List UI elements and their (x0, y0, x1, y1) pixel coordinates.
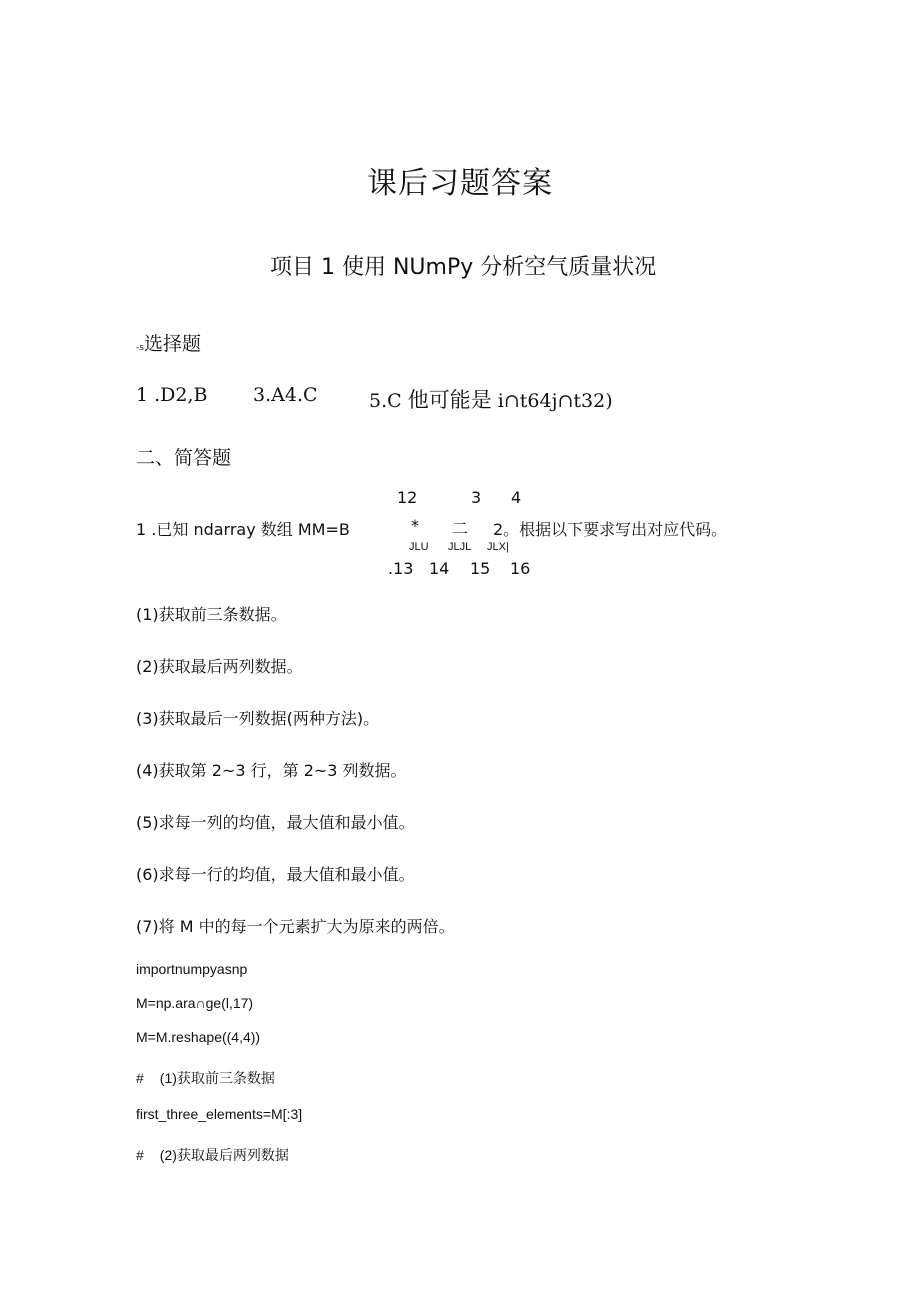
answer-group-1: 1 .D2,B (136, 384, 208, 406)
code-line-reshape: M=M.reshape((4,4)) (136, 1029, 261, 1045)
section-choice-label: 选择题 (143, 333, 201, 355)
code-line-import: importnumpyasnp (136, 961, 248, 977)
answer-group-2: 3.A4.C (253, 384, 318, 406)
section-choice (136, 329, 201, 356)
subquestion-7: (7)将 M 中的每一个元素扩大为原来的两倍。 (136, 917, 455, 936)
page-title: 课后习题答案 (367, 166, 553, 201)
garbled-2: JLJL (448, 541, 472, 553)
answer-group-3-prefix: 5.C (369, 390, 402, 412)
comment-1-text: (1)获取前三条数据 (159, 1070, 275, 1086)
question-1-suffix: 2。根据以下要求写出对应代码。 (493, 520, 728, 539)
matrix-mid-left: * (411, 516, 419, 535)
matrix-row-4-col-1: .13 (388, 559, 414, 578)
matrix-row-4-col-4: 16 (510, 559, 531, 578)
comment-2-text: (2)获取最后两列数据 (159, 1147, 289, 1163)
question-1-prefix: 1 .已知 ndarray 数组 MM=B (136, 520, 350, 539)
answer-note: 他可能是 (407, 388, 492, 412)
garbled-3: JLX| (487, 541, 509, 553)
subquestion-6: (6)求每一行的均值，最大值和最小值。 (136, 865, 415, 884)
matrix-row-1-col-2: 3 (471, 488, 482, 507)
code-comment-2 (136, 1145, 289, 1165)
answer-group-3-suffix: i∩t64j∩t32) (497, 390, 613, 412)
matrix-mid-right: 二 (452, 519, 469, 538)
code-comment-1 (136, 1068, 275, 1088)
subquestion-4: (4)获取第 2~3 行，第 2~3 列数据。 (136, 761, 407, 780)
matrix-row-1-col-1: 12 (397, 488, 418, 507)
comment-marker: # (136, 1070, 144, 1086)
section-short-answer: 二、简答题 (136, 447, 232, 469)
subquestion-2: (2)获取最后两列数据。 (136, 657, 303, 676)
subquestion-3: (3)获取最后一列数据(两种方法)。 (136, 709, 380, 728)
project-heading: 项目 1 使用 NUmPy 分析空气质量状况 (270, 255, 657, 280)
code-line-first-three: first_three_elements=M[:3] (136, 1106, 303, 1122)
answers-row (136, 384, 736, 414)
answer-group-3 (369, 384, 613, 414)
section-marker: -s (136, 343, 144, 353)
matrix-row-1-col-3: 4 (511, 488, 522, 507)
comment-marker: # (136, 1147, 144, 1163)
code-line-arange: M=np.ara∩ge(l,17) (136, 995, 254, 1011)
matrix-row-4-col-3: 15 (470, 559, 491, 578)
matrix-row-4-col-2: 14 (429, 559, 450, 578)
subquestion-5: (5)求每一列的均值，最大值和最小值。 (136, 813, 415, 832)
subquestion-1: (1)获取前三条数据。 (136, 605, 287, 624)
garbled-1: JLU (409, 541, 429, 553)
